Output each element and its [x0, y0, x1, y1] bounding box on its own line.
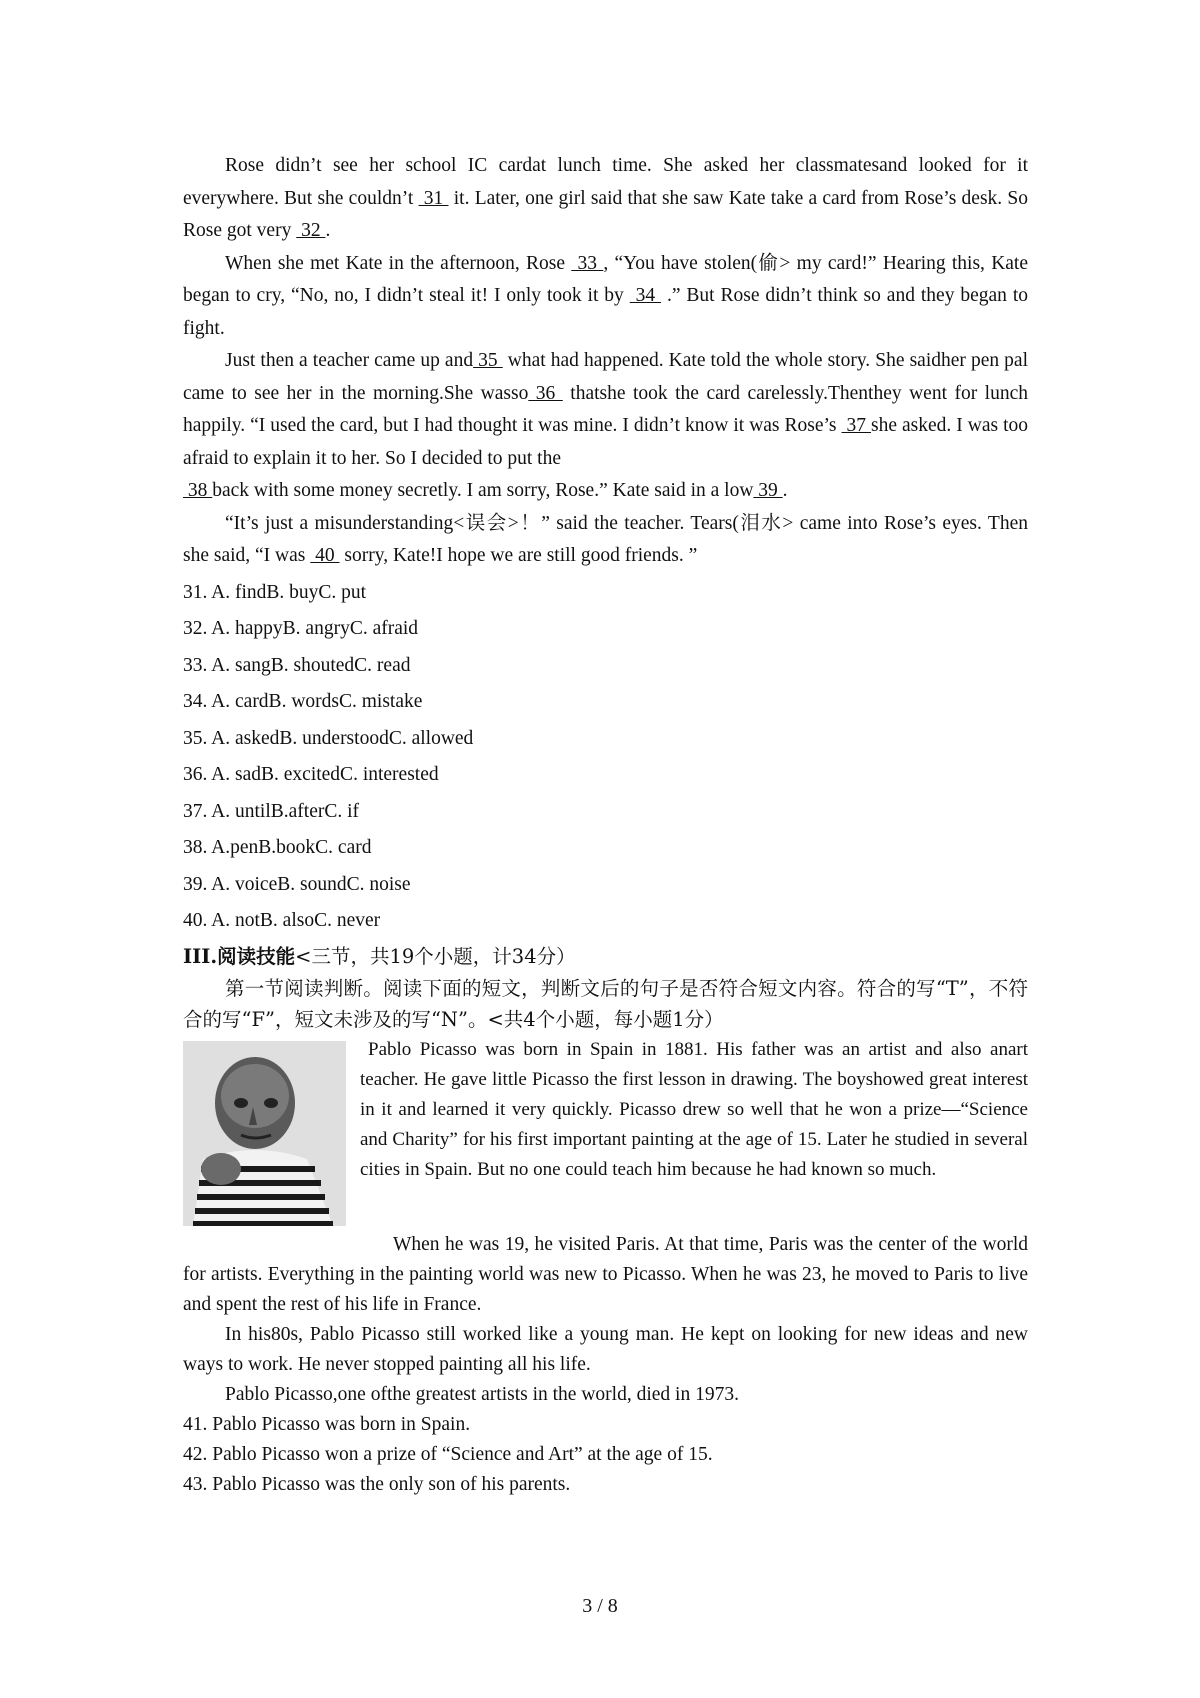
blank-34: 34 [629, 285, 662, 306]
text: . [325, 220, 331, 241]
blank-32: 32 [296, 220, 326, 241]
text: thatshe took the card carelessly.Thenthey went for lunch happily. “I used the card, but I had thought it was mine. I didn’t know it was Rose’s [183, 382, 1029, 436]
cloze-paragraph-2 [183, 248, 1028, 346]
option-line: 35. A. askedB. understoodC. allowed [183, 727, 474, 749]
section-heading-bold: III.阅读技能 [183, 944, 296, 968]
cloze-paragraph-5 [183, 508, 1028, 573]
blank-39: 39 [753, 480, 783, 501]
text: back with some money secretly. I am sorry, Rose.” Kate said in a low [212, 480, 754, 501]
page-number: 3 / 8 [582, 1595, 618, 1617]
picasso-passage [183, 1035, 1028, 1500]
text: it. Later, one girl said that she saw Kate take a card from Rose’s desk. So Rose got very [183, 187, 1028, 241]
text: what had happened. Kate told the whole story. She saidher pen pal came to see her in the morning.She wasso [183, 350, 1029, 404]
page-content [183, 150, 1028, 1500]
text: she asked. I was too afraid to explain it to her. So I decided to put the [183, 415, 1028, 469]
cloze-paragraph-1 [183, 150, 1028, 248]
blank-36: 36 [528, 382, 563, 404]
text: Rose didn’t see her school IC cardat lunch time. She asked her classmatesand looked for it everywhere. But she couldn’t [183, 155, 1028, 209]
option-line: 31. A. findB. buyC. put [183, 581, 367, 603]
text: Just then a teacher came up and [225, 350, 474, 371]
text: sorry, Kate!I hope we are still good friends. ” [339, 545, 698, 566]
option-line: 36. A. sadB. excitedC. interested [183, 764, 439, 785]
section-heading-rest: <三节，共19个小题，计34分） [295, 944, 576, 968]
cloze-paragraph-3 [183, 345, 1028, 475]
question-43: 43. Pablo Picasso was the only son of his parents. [183, 1473, 571, 1495]
picasso-photo [183, 1041, 346, 1226]
cloze-options [183, 575, 1028, 940]
option-line: 33. A. sangB. shoutedC. read [183, 654, 411, 676]
option-line: 39. A. voiceB. soundC. noise [183, 873, 411, 895]
blank-38: 38 [183, 480, 213, 501]
blank-33: 33 [571, 252, 604, 274]
picasso-paragraph-1: Pablo Picasso was born in Spain in 1881. His father was an artist and also anart teacher. He gave little Picasso the first lesson in drawing. The boyshowed great interest in it and learned it very quickly. Picasso drew so well that he won a prize—“Science and Charity” for his first important painting at the age of 15. Later he studied in several cities in Spain. But no one could teach him because he had known so much. [360, 1038, 1028, 1180]
cloze-paragraph-4 [183, 475, 1028, 508]
blank-35: 35 [473, 350, 503, 371]
option-line: 32. A. happyB. angryC. afraid [183, 618, 419, 639]
option-line: 38. A.penB.bookC. card [183, 837, 372, 858]
text: , “You have stolen(偷> my card!” Hearing this, Kate began to cry, “No, no, I didn’t steal it! I only took it by [183, 252, 1029, 306]
blank-37: 37 [841, 415, 872, 436]
question-41: 41. Pablo Picasso was born in Spain. [183, 1413, 471, 1435]
blank-40: 40 [310, 545, 340, 566]
text: . [782, 480, 788, 501]
option-line: 34. A. cardB. wordsC. mistake [183, 691, 423, 712]
text: When she met Kate in the afternoon, Rose [225, 252, 572, 274]
question-42: 42. Pablo Picasso won a prize of “Science and Art” at the age of 15. [183, 1443, 713, 1465]
text: “It’s just a misunderstanding<误会>！” said the teacher. Tears(泪水> came into Rose’s eyes. Then she said, “I was [183, 512, 1028, 566]
option-line: 40. A. notB. alsoC. never [183, 910, 381, 931]
section-instruction: 第一节阅读判断。阅读下面的短文，判断文后的句子是否符合短文内容。符合的写“T”，不符合的写“F”，短文未涉及的写“N”。<共4个小题，每小题1分） [183, 976, 1028, 1031]
picasso-paragraph-2: When he was 19, he visited Paris. At that time, Paris was the center of the world for artists. Everything in the painting world was new to Picasso. When he was 23, he moved to Paris to live and spent the rest of his life in France. [183, 1233, 1028, 1315]
option-line: 37. A. untilB.afterC. if [183, 800, 360, 822]
text: .” But Rose didn’t think so and they began to fight. [183, 285, 1028, 339]
blank-31: 31 [418, 187, 449, 209]
section-heading [183, 940, 1028, 973]
picasso-paragraph-4: Pablo Picasso,one ofthe greatest artists in the world, died in 1973. [225, 1383, 739, 1405]
picasso-paragraph-3: In his80s, Pablo Picasso still worked like a young man. He kept on looking for new ideas and new ways to work. He never stopped painting all his life. [183, 1323, 1028, 1375]
